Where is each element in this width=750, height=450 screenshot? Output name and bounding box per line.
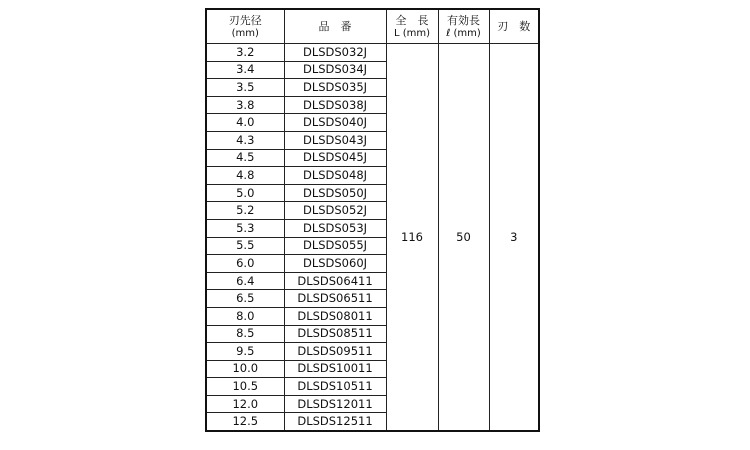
header-label: 品 番 bbox=[318, 20, 352, 33]
cell-part-number: DLSDS045J bbox=[284, 149, 386, 167]
cell-diameter: 3.4 bbox=[206, 61, 284, 79]
header-overall-length bbox=[386, 9, 438, 44]
cell-part-number: DLSDS12011 bbox=[284, 395, 386, 413]
header-part-number bbox=[284, 9, 386, 44]
cell-part-number: DLSDS10511 bbox=[284, 378, 386, 396]
header-unit: (mm) bbox=[231, 27, 259, 39]
header-label: 刃先径 bbox=[228, 13, 262, 27]
cell-diameter: 9.5 bbox=[206, 343, 284, 361]
header-flutes bbox=[489, 9, 539, 44]
cell-diameter: 6.0 bbox=[206, 255, 284, 273]
cell-diameter: 5.3 bbox=[206, 219, 284, 237]
cell-diameter: 4.3 bbox=[206, 131, 284, 149]
header-unit: ℓ (mm) bbox=[446, 27, 481, 39]
cell-diameter: 12.5 bbox=[206, 413, 284, 431]
header-label: 有効長 bbox=[447, 13, 480, 27]
cell-part-number: DLSDS038J bbox=[284, 96, 386, 114]
cell-part-number: DLSDS050J bbox=[284, 184, 386, 202]
cell-overall-length: 116 bbox=[386, 44, 438, 432]
cell-diameter: 6.5 bbox=[206, 290, 284, 308]
cell-effective-length: 50 bbox=[438, 44, 489, 432]
spec-table bbox=[205, 8, 540, 432]
cell-part-number: DLSDS034J bbox=[284, 61, 386, 79]
header-label: 全 長 bbox=[395, 13, 429, 27]
cell-diameter: 5.2 bbox=[206, 202, 284, 220]
header-row bbox=[206, 9, 539, 44]
cell-diameter: 10.0 bbox=[206, 360, 284, 378]
cell-part-number: DLSDS053J bbox=[284, 219, 386, 237]
cell-part-number: DLSDS040J bbox=[284, 114, 386, 132]
cell-diameter: 4.0 bbox=[206, 114, 284, 132]
cell-part-number: DLSDS09511 bbox=[284, 343, 386, 361]
cell-diameter: 3.5 bbox=[206, 79, 284, 97]
cell-part-number: DLSDS08011 bbox=[284, 307, 386, 325]
cell-part-number: DLSDS06411 bbox=[284, 272, 386, 290]
cell-flutes: 3 bbox=[489, 44, 539, 432]
cell-part-number: DLSDS052J bbox=[284, 202, 386, 220]
cell-diameter: 8.5 bbox=[206, 325, 284, 343]
cell-part-number: DLSDS032J bbox=[284, 44, 386, 62]
cell-diameter: 5.5 bbox=[206, 237, 284, 255]
cell-part-number: DLSDS035J bbox=[284, 79, 386, 97]
cell-diameter: 4.8 bbox=[206, 167, 284, 185]
cell-part-number: DLSDS06511 bbox=[284, 290, 386, 308]
cell-part-number: DLSDS10011 bbox=[284, 360, 386, 378]
cell-diameter: 6.4 bbox=[206, 272, 284, 290]
cell-diameter: 3.8 bbox=[206, 96, 284, 114]
table-body bbox=[206, 44, 539, 432]
cell-part-number: DLSDS08511 bbox=[284, 325, 386, 343]
cell-part-number: DLSDS048J bbox=[284, 167, 386, 185]
cell-diameter: 10.5 bbox=[206, 378, 284, 396]
cell-part-number: DLSDS043J bbox=[284, 131, 386, 149]
cell-diameter: 5.0 bbox=[206, 184, 284, 202]
cell-diameter: 8.0 bbox=[206, 307, 284, 325]
cell-part-number: DLSDS12511 bbox=[284, 413, 386, 431]
cell-diameter: 4.5 bbox=[206, 149, 284, 167]
header-diameter bbox=[206, 9, 284, 44]
header-unit: L (mm) bbox=[393, 27, 431, 39]
cell-part-number: DLSDS060J bbox=[284, 255, 386, 273]
cell-diameter: 3.2 bbox=[206, 44, 284, 62]
header-effective-length bbox=[438, 9, 489, 44]
cell-diameter: 12.0 bbox=[206, 395, 284, 413]
table-row bbox=[206, 44, 539, 62]
cell-part-number: DLSDS055J bbox=[284, 237, 386, 255]
header-label: 刃 数 bbox=[497, 20, 531, 33]
